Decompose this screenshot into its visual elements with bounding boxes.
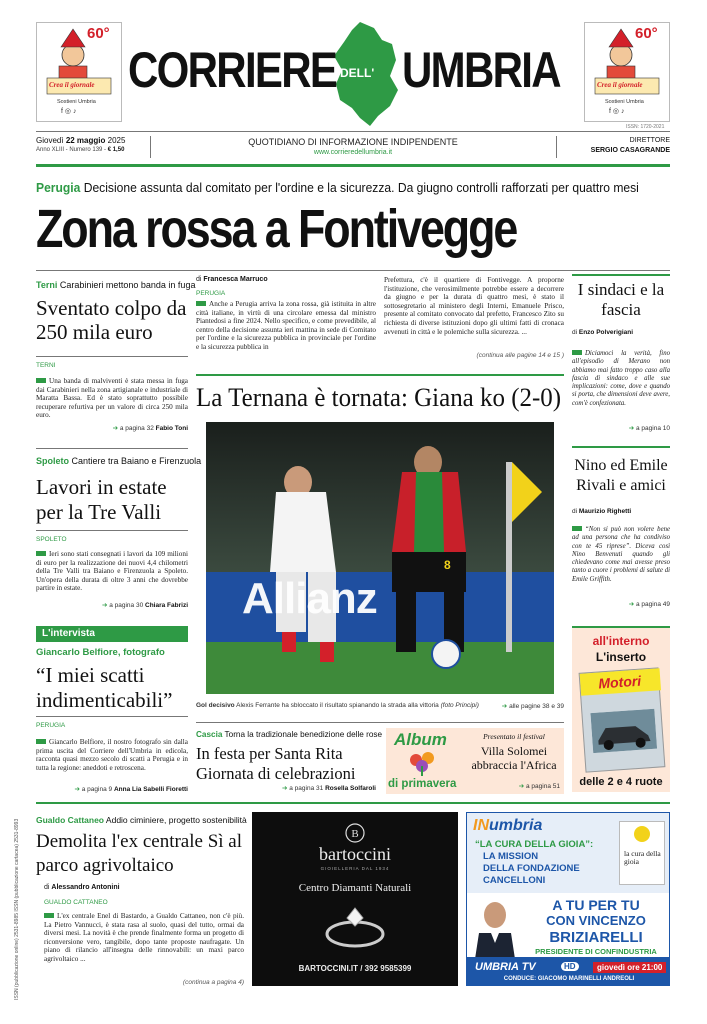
badge-social: Sostieni Umbria — [605, 99, 644, 105]
terni-body: Una banda di malviventi è stata messa in fuga dai Carabinieri nella zona artigianale e industriale di Maratta Bassa. Ed è stato soprattutto possibile recuperare refurtiva per un valore di circa 250 mila euro. — [36, 377, 188, 420]
inserto-line1: all'interno — [592, 634, 650, 648]
lead-kicker: Perugia Decisione assunta dal comitato per l'ordine e la sicurezza. Da giugno controlli rafforzati per quattro mesi — [36, 180, 639, 195]
spoleto-kicker: Spoleto Cantiere tra Baiano e Firenzuola — [36, 456, 202, 466]
inumbria-ad[interactable] — [466, 812, 670, 986]
svg-text:B: B — [351, 828, 359, 840]
car-icon — [590, 709, 657, 753]
lead-body-col1: Anche a Perugia arriva la zona rossa, già istituita in altre città italiane, in virtù di una circolare emessa dal ministro Piantedosi a fine 2024. Nello specifico, e come prevedibile, al centro della decisione assunta ieri mattina in sede di Comitato per l'ordine e la sicurezza pubblica in provinciale per l'ordine e la sicurezza pubblica in — [196, 300, 376, 351]
inumbria-a2: CON VINCENZO — [546, 913, 646, 928]
sindaci-author: di Enzo Polverigiani — [572, 329, 634, 336]
nino-body: “Non si può non volere bene ad una persona che ha condiviso con te 45 riprese”. Diceva così Nino Benvenuti quando gli chiedevano come mai avesse preso tanto a cuore i problemi di salute di Emile Griffith. — [572, 526, 670, 583]
inumbria-conduce: CONDUCE: GIACOMO MARINELLI ANDREOLI — [503, 976, 635, 982]
lead-author: di Francesca Marruco — [196, 276, 268, 283]
price: € 1,50 — [107, 147, 125, 153]
inumbria-a3: BRIZIARELLI — [549, 929, 643, 946]
intervista-ref[interactable]: ➔ a pagina 9 Anna Lia Sabelli Fioretti — [74, 786, 188, 793]
spoleto-headline: Lavori in estate per la Tre Valli — [36, 475, 167, 524]
gualdo-continue[interactable]: (continua a pagina 4) — [182, 979, 244, 986]
date-line: Giovedì 22 maggio 2025 — [36, 136, 126, 145]
social-icons: f ◎ ♪ — [61, 108, 77, 115]
inserto-box[interactable] — [572, 626, 670, 792]
inserto-mag-title: Motori — [597, 672, 642, 692]
ternana-photo — [206, 422, 554, 694]
inserto-line2: L'inserto — [595, 650, 647, 664]
inumbria-q2: LA MISSION — [483, 851, 539, 862]
album-headline: Villa Solomei abbraccia l'Africa — [471, 744, 557, 772]
masthead-title-right: UMBRIA — [402, 42, 560, 98]
intervista-place: PERUGIA — [36, 722, 66, 729]
inumbria-q1: “LA CURA DELLA GIOIA”: — [475, 839, 594, 850]
tagline: QUOTIDIANO DI INFORMAZIONE INDIPENDENTE — [248, 137, 458, 147]
diamond-ring-icon — [320, 904, 390, 954]
terni-kicker: Terni Carabinieri mettono banda in fuga — [36, 280, 196, 290]
cascia-headline: In festa per Santa Rita Giornata di celebrazioni — [196, 744, 356, 783]
inumbria-when: giovedì ore 21:00 — [593, 962, 666, 973]
lead-headline: Zona rossa a Fontivegge — [36, 199, 517, 259]
bartoccini-tagline: Centro Diamanti Naturali — [298, 882, 412, 894]
social-icons: f ◎ ♪ — [609, 108, 625, 115]
cascia-ref[interactable]: ➔ a pagina 31 Rosella Solfaroli — [282, 785, 376, 792]
ternana-headline: La Ternana è tornata: Giana ko (2-0) — [196, 383, 562, 412]
terni-headline: Sventato colpo da 250 mila euro — [36, 296, 187, 344]
masthead-title-left: CORRIERE — [128, 42, 337, 98]
bartoccini-contact: BARTOCCINI.IT / 392 9585399 — [298, 964, 412, 973]
flower-icon — [620, 822, 664, 848]
player-number: 8 — [444, 558, 451, 572]
badge-social: Sostieni Umbria — [57, 99, 96, 105]
bartoccini-logo-icon — [344, 822, 366, 844]
album-ref[interactable]: ➔ a pagina 51 — [518, 783, 560, 790]
website-link[interactable]: www.corrieredellumbria.it — [313, 149, 393, 156]
bartoccini-ad[interactable] — [252, 812, 458, 986]
lead-place: PERUGIA — [196, 290, 226, 297]
gualdo-headline: Demolita l'ex centrale Sì al parco agrivoltaico — [36, 831, 243, 876]
sindaci-ref[interactable]: ➔ a pagina 10 — [628, 425, 670, 432]
terni-ref[interactable]: ➔ a pagina 32 Fabio Toni — [112, 425, 188, 432]
album-box[interactable] — [386, 728, 564, 794]
gualdo-author: di Alessandro Antonini — [44, 884, 120, 891]
director-label: DIRETTORE — [629, 137, 670, 144]
inumbria-hd: HD — [561, 962, 579, 971]
sindaci-body: Diciamoci la verità, fino all'episodio di Merano non abbiamo mai fatto troppo caso alla fascia di sindaco e alle sue implicazioni: come, dove e quando si porta, che dimensioni deve avere, com'è confezionata. — [572, 350, 670, 407]
intervista-headline: “I miei scatti indimenticabili” — [36, 663, 173, 712]
date: 22 maggio — [65, 136, 106, 145]
football-match-photo — [206, 422, 554, 694]
inserto-magazine-cover — [579, 667, 666, 772]
ternana-ref[interactable]: ➔ alle pagine 38 e 39 — [501, 703, 564, 710]
nino-author: di Maurizio Righetti — [572, 508, 632, 515]
terni-place: TERNI — [36, 362, 56, 369]
lead-body-col2: Prefettura, c'è il quartiere di Fontivegge. A proporne l'istituzione, che verosimilmente potrebbe essere a decorrere da giugno e per la durata di quattro mesi, è stato il sottosegretario al ministero degli Interni, Emanuele Prisco, presente al comitato convocato dal prefetto, Francesco Zito su richiesta di diverse istituzioni dopo gli ultimi fatti di cronaca avvenuti in città e le polemiche sulla sicurezza. ... — [384, 276, 564, 336]
issn: ISSN: 1720-2021 — [626, 124, 665, 130]
gualdo-body: L'ex centrale Enel di Bastardo, a Gualdo Cattaneo, non c'è più. La Pietro Vannucci, è stata rasa al suolo, quasi del tutto, ormai da diversi mesi. La novità è che prende finalmente forma un progetto di riconversione vero, tangibile, dopo tante proposte naufragate. Un piano di rilancio all'insegna delle rinnovabili: un maxi parco agrivoltaico ... — [44, 912, 244, 963]
anniversary-badge-left — [36, 22, 122, 122]
director-name: SERGIO CASAGRANDE — [590, 147, 670, 154]
inumbria-q4: CANCELLONI — [483, 875, 546, 886]
inumbria-a4: PRESIDENTE DI CONFINDUSTRIA — [535, 947, 657, 956]
inumbria-tv-logo: UMBRIA TV — [475, 961, 536, 973]
inumbria-book-cover: la cura della gioia — [619, 821, 665, 885]
badge-caption: Crea il giornale — [597, 81, 643, 89]
album-kicker: Presentato il festival — [483, 732, 545, 741]
spoleto-body: Ieri sono stati consegnati i lavori da 109 milioni di euro per la realizzazione dei nuovi 4,4 chilometri della Tre Valli tra Baiano e Firenzuola a Spoleto. Un'opera della durata di oltre 3 anni che dovrebbe partire in estate. — [36, 550, 188, 593]
photo-banner-text: Allianz — [242, 574, 377, 623]
masthead-dell: DELL' — [340, 66, 375, 80]
inumbria-a1: A TU PER TU — [552, 897, 640, 913]
lead-continue[interactable]: (continua alle pagine 14 e 15 ) — [476, 352, 564, 359]
album-title: Album — [394, 730, 447, 749]
person-portrait-icon — [471, 897, 519, 959]
spoleto-place: SPOLETO — [36, 536, 67, 543]
cascia-kicker: Cascia Torna la tradizionale benedizione delle rose — [196, 730, 383, 739]
spoleto-ref[interactable]: ➔ a pagina 30 Chiara Fabrizi — [101, 602, 188, 609]
sidebar-issn: ISSN (pubblicazione online) 2531-8985 ISSN (pubblicazione cartacea) 2531-8993 — [14, 818, 20, 1000]
anniversary-badge-right — [584, 22, 670, 122]
flower-icon — [406, 750, 440, 776]
badge-caption: Crea il giornale — [49, 81, 95, 89]
badge-years: 60° — [87, 25, 110, 42]
badge-years: 60° — [635, 25, 658, 42]
bartoccini-brand: bartoccini — [319, 844, 391, 864]
gualdo-place: GUALDO CATTANEO — [44, 899, 108, 906]
sindaci-headline: I sindaci e la fascia — [577, 280, 665, 319]
nino-ref[interactable]: ➔ a pagina 49 — [628, 601, 670, 608]
intervista-label: L'intervista — [36, 626, 188, 642]
inumbria-logo: INumbria — [473, 817, 543, 834]
nino-headline: Nino ed Emile Rivali e amici — [574, 457, 668, 494]
ternana-caption: Gol decisivo Alexis Ferrante ha sbloccato il risultato spianando la strada alla vittoria (foto Principi) — [196, 702, 479, 709]
gualdo-kicker: Gualdo Cattaneo Addio ciminiere, progetto sostenibilità — [36, 815, 247, 825]
issue-info: Anno XLIII - Numero 139 - € 1,50 — [36, 147, 125, 153]
inserto-bottom: delle 2 e 4 ruote — [579, 776, 663, 788]
intervista-body: Giancarlo Belfiore, il nostro fotografo sin dalla prima uscita del Corriere dell'Umbria in edicola, racconta quasi mezzo secolo di scatti a Perugia e in tutta la regione: aneddoti e retroscena. — [36, 738, 188, 772]
bartoccini-since: GIOIELLERIA DAL 1934 — [320, 866, 390, 871]
intervista-kicker: Giancarlo Belfiore, fotografo — [36, 647, 165, 658]
inumbria-q3: DELLA FONDAZIONE — [483, 863, 580, 874]
album-subtitle: di primavera — [388, 778, 457, 790]
